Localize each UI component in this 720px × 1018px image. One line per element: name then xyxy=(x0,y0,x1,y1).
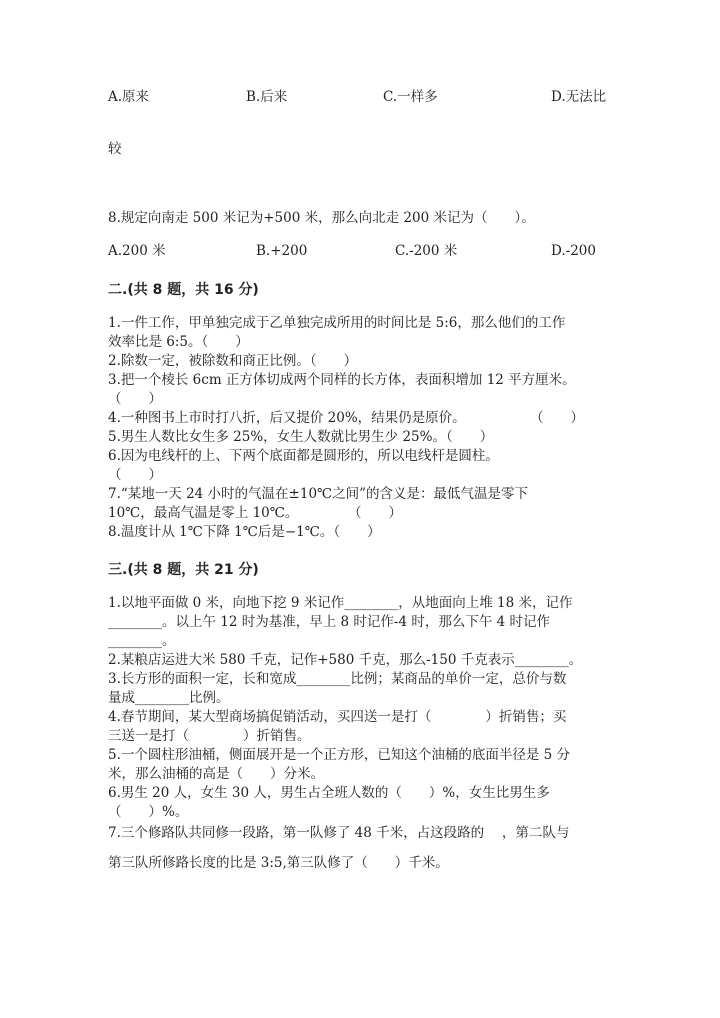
s3-line: 4.春节期间，某大型商场搞促销活动，买四送一是打（ ）折销售；买 xyxy=(108,709,567,725)
section2-title: 二.(共 8 题，共 16 分) xyxy=(108,282,259,298)
s2-line: 5.男生人数比女生多 25%，女生人数就比男生少 25%。（ ） xyxy=(108,429,494,445)
q8-option-a[interactable]: A.200 米 xyxy=(108,243,166,259)
s2-line: 10℃，最高气温是零上 10℃。 xyxy=(108,505,299,521)
section3-title: 三.(共 8 题，共 21 分) xyxy=(108,562,259,578)
q8-stem: 8.规定向南走 500 米记为+500 米，那么向北走 200 米记为（ ）。 xyxy=(108,210,535,226)
s2-line: 6.因为电线杆的上、下两个底面都是圆形的，所以电线杆是圆柱。 xyxy=(108,448,499,464)
q8-option-b[interactable]: B.+200 xyxy=(256,243,308,259)
s3-line: （ ）%。 xyxy=(108,804,189,820)
s3-line: ________。以上午 12 时为基准，早上 8 时记作-4 时，那么下午 4 时记作 xyxy=(108,614,551,630)
q7-option-c[interactable]: C.一样多 xyxy=(383,89,438,105)
s3-line: 量成________比例。 xyxy=(108,690,230,706)
q8-option-c[interactable]: C.-200 米 xyxy=(395,243,458,259)
s2-line: 4.一种图书上市时打八折，后又提价 20%，结果仍是原价。 xyxy=(108,410,466,426)
s2-line: 2.除数一定，被除数和商正比例。（ ） xyxy=(108,353,358,369)
s2-line: （ ） xyxy=(108,467,162,483)
s2-line: （ ） xyxy=(108,391,162,407)
q7-option-d[interactable]: D.无法比 xyxy=(551,89,607,105)
q7-option-d-wrap: 较 xyxy=(108,141,122,157)
q7-option-a[interactable]: A.原来 xyxy=(108,89,150,105)
s3-line: 米，那么油桶的高是（ ）分米。 xyxy=(108,766,324,782)
s3-line: 第三队所修路长度的比是 3:5,第三队修了（ ）千米。 xyxy=(108,855,449,871)
s2-line: 效率比是 6:5。（ ） xyxy=(108,334,249,350)
q7-option-b[interactable]: B.后来 xyxy=(246,89,288,105)
s2-line: 7.“某地一天 24 小时的气温在±10℃之间”的含义是：最低气温是零下 xyxy=(108,486,529,502)
s3-line: 1.以地平面做 0 米，向地下挖 9 米记作________，从地面向上堆 18 米，记作 xyxy=(108,595,573,611)
s3-line: 6.男生 20 人，女生 30 人，男生占全班人数的（ ）%，女生比男生多 xyxy=(108,785,550,801)
s3-line: 3.长方形的面积一定，长和宽成________比例；某商品的单价一定，总价与数 xyxy=(108,671,567,687)
s2-answer-paren: （ ） xyxy=(348,505,402,521)
s3-line: 7.三个修路队共同修一段路，第一队修了 48 千米，占这段路的 ，第二队与 xyxy=(108,825,570,841)
s3-line: 5.一个圆柱形油桶，侧面展开是一个正方形，已知这个油桶的底面半径是 5 分 xyxy=(108,747,571,763)
s2-line: 8.温度计从 1℃下降 1℃后是−1℃。（ ） xyxy=(108,524,381,540)
s2-line: 1.一件工作，甲单独完成于乙单独完成所用的时间比是 5:6，那么他们的工作 xyxy=(108,315,566,331)
s2-answer-paren: （ ） xyxy=(530,410,584,426)
s3-line: ________。 xyxy=(108,633,176,649)
s2-line: 3.把一个棱长 6cm 正方体切成两个同样的长方体，表面积增加 12 平方厘米。 xyxy=(108,372,576,388)
q8-option-d[interactable]: D.-200 xyxy=(551,243,596,259)
s3-line: 三送一是打（ ）折销售。 xyxy=(108,728,311,744)
s3-line: 2.某粮店运进大米 580 千克，记作+580 千克，那么-150 千克表示________。 xyxy=(108,652,583,668)
